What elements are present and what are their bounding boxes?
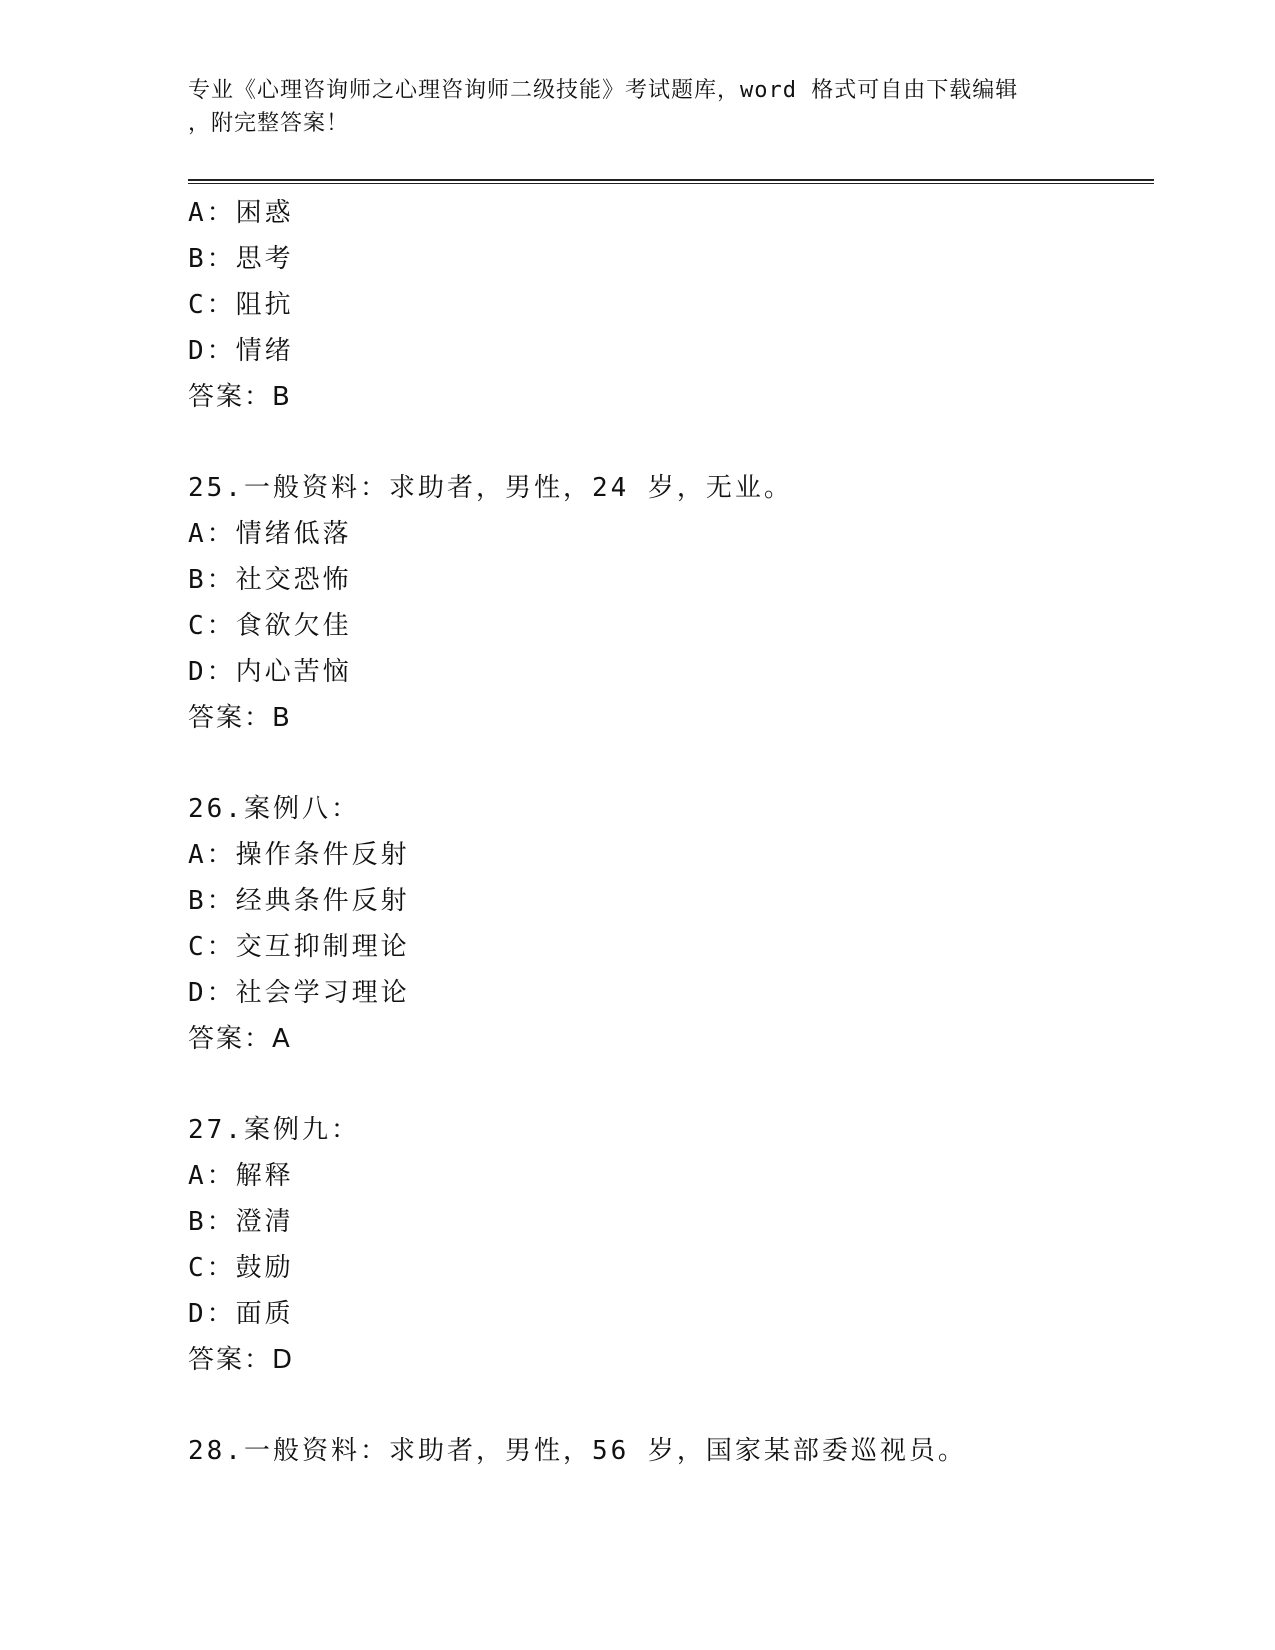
question-block-26	[188, 786, 1148, 1062]
option-b: B：思考	[188, 244, 294, 274]
option-b: B：澄清	[188, 1207, 294, 1237]
question-block-28	[188, 1428, 1148, 1474]
option-a: A：情绪低落	[188, 519, 352, 549]
question-title: 26.案例八：	[188, 794, 360, 824]
answer-line: 答案：B	[188, 382, 292, 412]
question-title: 28.一般资料：求助者，男性，56 岁，国家某部委巡视员。	[188, 1436, 967, 1466]
question-block-25	[188, 465, 1148, 741]
question-title: 25.一般资料：求助者，男性，24 岁，无业。	[188, 473, 793, 503]
answer-line: 答案：D	[188, 1345, 295, 1375]
question-list	[188, 190, 1148, 1474]
option-c: C：鼓励	[188, 1253, 294, 1283]
header-rule-thick	[188, 179, 1154, 181]
question-block-27	[188, 1107, 1148, 1383]
option-b: B：经典条件反射	[188, 886, 410, 916]
header-line-1: 专业《心理咨询师之心理咨询师二级技能》考试题库，word 格式可自由下载编辑	[188, 78, 1019, 103]
header-rule-thin	[188, 183, 1154, 184]
option-d: D：情绪	[188, 336, 294, 366]
option-c: C：阻抗	[188, 290, 294, 320]
question-title: 27.案例九：	[188, 1115, 360, 1145]
answer-line: 答案：A	[188, 1024, 292, 1054]
answer-line: 答案：B	[188, 703, 292, 733]
option-c: C：交互抑制理论	[188, 932, 410, 962]
option-d: D：面质	[188, 1299, 294, 1329]
option-c: C：食欲欠佳	[188, 611, 352, 641]
option-b: B：社交恐怖	[188, 565, 352, 595]
option-a: A：解释	[188, 1161, 294, 1191]
document-header	[188, 74, 1088, 140]
option-a: A：操作条件反射	[188, 840, 410, 870]
question-block-24	[188, 190, 1148, 420]
option-d: D：社会学习理论	[188, 978, 410, 1008]
header-line-2: ，附完整答案！	[188, 111, 350, 136]
option-a: A：困惑	[188, 198, 294, 228]
option-d: D：内心苦恼	[188, 657, 352, 687]
